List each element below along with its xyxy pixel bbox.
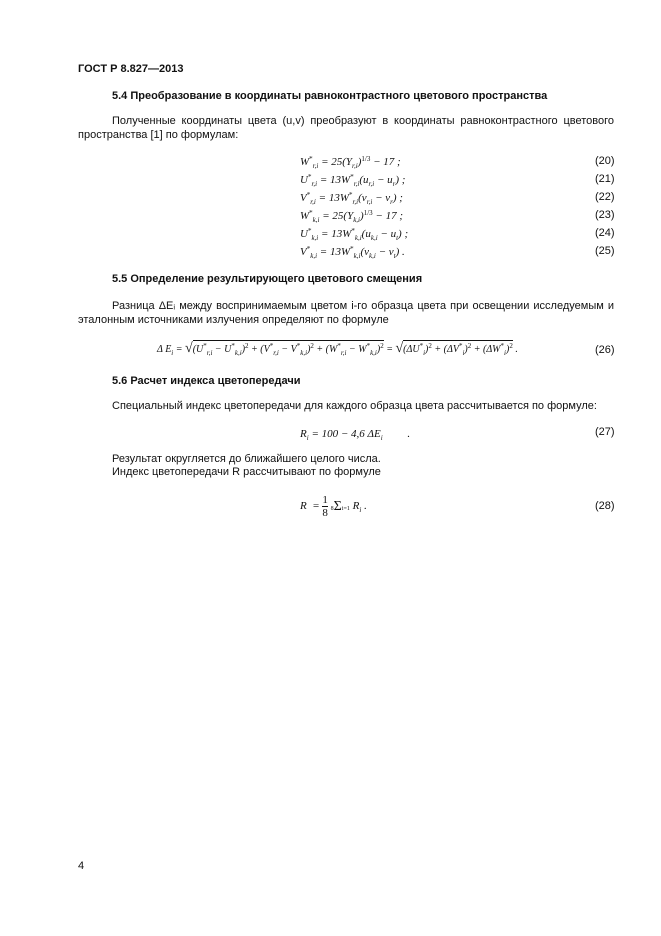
- equation-22: $V^*_{r,i} = 13W^*_{r,i}(v_{r,i} - v_r)$ ;: [300, 191, 403, 206]
- equation-23: $W^*_{k,i} = 25(Y_{k,i})^{1/3} - 17$ ;: [300, 209, 403, 224]
- color-rendering-index-text: Индекс цветопередачи R рассчитывают по формуле: [112, 466, 381, 478]
- section-5-5-paragraph-line1: Разница ΔEᵢ между воспринимаемым цветом i-го образца цвета при освещении исследуемым и: [112, 300, 614, 312]
- page-number: 4: [78, 860, 85, 872]
- section-5-4-title: 5.4 Преобразование в координаты равноконтрастного цветового пространства: [112, 90, 548, 102]
- document-header: ГОСТ Р 8.827—2013: [78, 63, 184, 75]
- equation-28-number: (28): [595, 500, 615, 512]
- equation-26-number: (26): [595, 344, 615, 356]
- equation-24-number: (24): [595, 227, 615, 239]
- equation-23-number: (23): [595, 209, 615, 221]
- equation-20-number: (20): [595, 155, 615, 167]
- equation-26: Δ $E_i = √(U^*_{r,i} - U^*_{k,i})^2 + (V^*_{r,i} - V^*_{k,i})^2 + (W^*_{r,i} - W^*_{k,i})^2 = √(\Delta U^*_i)^2 + (\Delta V^*_i)^2 + (\Delta W^*_i)^2$ .: [157, 341, 518, 357]
- equation-21-number: (21): [595, 173, 615, 185]
- equation-25-number: (25): [595, 245, 615, 257]
- equation-27-number: (27): [595, 426, 615, 438]
- section-5-6-title: 5.6 Расчет индекса цветопередачи: [112, 375, 301, 387]
- section-5-4-paragraph-line1: Полученные координаты цвета (u,v) преобразуют в координаты равноконтрастного цветового: [112, 115, 614, 127]
- section-5-6-paragraph: Специальный индекс цветопередачи для каждого образца цвета рассчитывается по формуле:: [112, 400, 597, 412]
- equation-24: $U^*_{k,i} = 13W^*_{k,i}(u_{k,i} - u_t)$ ;: [300, 227, 409, 242]
- section-5-4-paragraph-line2: пространства [1] по формулам:: [78, 129, 239, 141]
- equation-20: $W^*_{r,i} = 25(Y_{r,i})^{1/3} - 17$ ;: [300, 155, 401, 170]
- section-5-5-paragraph-line2: эталонным источниками излучения определяют по формуле: [78, 314, 389, 326]
- equation-25: $V^*_{k,i} = 13W^*_{k,i}(v_{k,i} - v_t)$ .: [300, 245, 405, 260]
- section-5-5-title: 5.5 Определение результирующего цветового смещения: [112, 273, 423, 285]
- equation-27: $R_i = 100 - 4,6$ $\Delta E_i$ .: [300, 428, 411, 442]
- equation-21: $U^*_{r,i} = 13W^*_{r,i}(u_{r,i} - u_r)$ ;: [300, 173, 406, 188]
- result-rounding-text: Результат округляется до ближайшего целого числа.: [112, 453, 381, 465]
- equation-28: R = $\frac{1}{8}$ 8Σi=1 $R_i$ .: [300, 494, 367, 519]
- equation-22-number: (22): [595, 191, 615, 203]
